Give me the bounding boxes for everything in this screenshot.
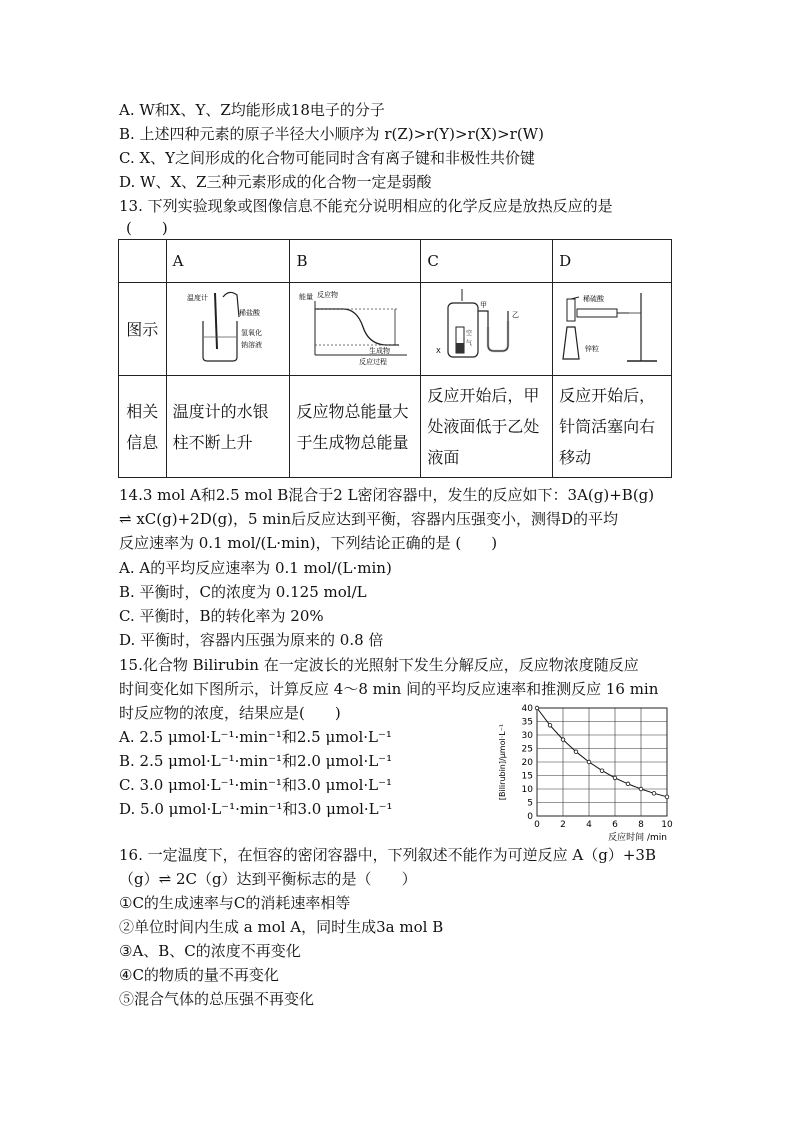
q14-option-a: A. A的平均反应速率为 0.1 mol/(L·min) xyxy=(119,559,392,577)
chart-y-tick-label: 15 xyxy=(521,771,533,782)
thermometer-icon xyxy=(215,293,217,349)
chart-y-tick-label: 25 xyxy=(521,744,533,755)
chart-data-point xyxy=(626,782,630,786)
q13-info-label xyxy=(119,376,167,478)
bilirubin-chart xyxy=(493,700,683,842)
q15-option-c: C. 3.0 μmol·L⁻¹·min⁻¹和3.0 μmol·L⁻¹ xyxy=(119,776,393,794)
q14-stem-1: 14.3 mol A和2.5 mol B混合于2 L密闭容器中，发生的反应如下：3A(g)+B(g) xyxy=(119,486,655,504)
q15-stem-1: 15.化合物 Bilirubin 在一定波长的光照射下发生分解反应，反应物浓度随反应 xyxy=(119,656,639,674)
diag-c-air1: 空 xyxy=(465,330,472,337)
chart-data-point xyxy=(652,792,656,796)
chart-y-axis-label: [Bilirubin]/μmol·L⁻¹ xyxy=(498,723,507,801)
chart-data-point xyxy=(548,723,552,727)
q15-option-a: A. 2.5 μmol·L⁻¹·min⁻¹和2.5 μmol·L⁻¹ xyxy=(119,728,392,746)
q15-stem-3: 时反应物的浓度，结果应是( ) xyxy=(119,704,341,722)
q13-diagram-a-cell xyxy=(166,283,290,376)
q16-item-3: ③A、B、C的浓度不再变化 xyxy=(119,942,301,960)
q15-option-b: B. 2.5 μmol·L⁻¹·min⁻¹和2.0 μmol·L⁻¹ xyxy=(119,752,393,770)
beaker-icon xyxy=(203,321,237,361)
q12-option-c: C. X、Y之间形成的化合物可能同时含有离子键和非极性共价键 xyxy=(119,149,536,167)
chart-data-point xyxy=(535,706,539,710)
q12-option-a: A. W和X、Y、Z均能形成18电子的分子 xyxy=(119,101,385,119)
q14-stem-3: 反应速率为 0.1 mol/(L·min)，下列结论正确的是 ( ) xyxy=(119,534,498,552)
funnel-icon xyxy=(567,299,575,321)
conical-flask-icon xyxy=(563,327,579,359)
chart-y-tick-label: 20 xyxy=(521,758,533,768)
chart-y-tick-label: 30 xyxy=(521,731,533,741)
syringe-icon xyxy=(577,309,617,317)
q13-info-d-1: 反应开始后， xyxy=(559,386,656,405)
q13-diagram-d-cell xyxy=(553,283,672,376)
q13-info-b-1: 反应物总能量大 xyxy=(296,401,409,421)
q16-item-2: ②单位时间内生成 a mol A，同时生成3a mol B xyxy=(119,918,444,936)
q13-header-empty xyxy=(119,240,167,283)
q13-table xyxy=(118,239,672,478)
diag-c-yi: 乙 xyxy=(511,311,519,319)
diag-a-label-naoh2: 钠溶液 xyxy=(241,341,263,349)
syringe-flask-diagram xyxy=(557,287,667,367)
diag-b-reactant: 反应物 xyxy=(317,291,339,299)
q13-info-d xyxy=(553,376,672,478)
q13-header-a: A xyxy=(166,240,290,283)
chart-y-tick-label: 10 xyxy=(521,785,533,795)
q12-option-b: B. 上述四种元素的原子半径大小顺序为 r(Z)>r(Y)>r(X)>r(W) xyxy=(119,125,544,143)
chart-x-tick-label: 6 xyxy=(612,820,618,830)
q14-stem-2: ⇌ xC(g)+2D(g)，5 min后反应达到平衡，容器内压强变小，测得D的平均 xyxy=(119,510,619,528)
chart-data-point xyxy=(665,795,669,799)
q16-item-1: ①C的生成速率与C的消耗速率相等 xyxy=(119,894,351,912)
q14-option-c: C. 平衡时，B的转化率为 20% xyxy=(119,607,324,625)
q13-answer-paren: ( ) xyxy=(126,219,168,237)
q16-stem-1: 16. 一定温度下，在恒容的密闭容器中，下列叙述不能作为可逆反应 A（g）+3B xyxy=(119,846,656,864)
q13-figure-label: 图示 xyxy=(119,283,167,376)
q13-info-row xyxy=(119,376,672,478)
q13-info-d-3: 移动 xyxy=(559,448,592,467)
chart-data-point xyxy=(574,750,578,754)
q13-diagram-b-cell xyxy=(290,283,421,376)
q15-stem-2: 时间变化如下图所示，计算反应 4～8 min 间的平均反应速率和推测反应 16 min xyxy=(119,680,659,698)
diag-d-zinc: 锌粒 xyxy=(585,345,600,353)
q13-info-a xyxy=(166,376,290,478)
u-tube-icon xyxy=(478,311,508,351)
diag-c-x: X xyxy=(435,347,441,355)
thermometer-beaker-diagram xyxy=(173,287,283,367)
q13-info-c-1: 反应开始后，甲 xyxy=(427,386,540,405)
diag-b-product: 生成物 xyxy=(369,347,391,355)
u-tube-diagram xyxy=(432,287,542,367)
q13-header-d: D xyxy=(553,240,672,283)
q13-info-label-2: 信息 xyxy=(126,432,159,452)
q13-header-row xyxy=(119,240,672,283)
q13-info-c-3: 液面 xyxy=(427,448,460,467)
q16-item-5: ⑤混合气体的总压强不再变化 xyxy=(119,990,315,1008)
q16-stem-2: （g）⇌ 2C（g）达到平衡标志的是（ ） xyxy=(119,870,417,888)
q13-info-label-1: 相关 xyxy=(126,401,159,421)
diag-c-jia: 甲 xyxy=(479,301,487,309)
q13-info-a-1: 温度计的水银 xyxy=(172,401,269,421)
q13-figure-row xyxy=(119,283,672,376)
diag-b-curve xyxy=(315,309,399,345)
diag-a-label-thermometer: 温度计 xyxy=(187,294,209,302)
chart-x-axis-label: 反应时间 /min xyxy=(608,833,667,842)
chart-y-tick-label: 5 xyxy=(527,798,533,809)
chart-x-tick-label: 8 xyxy=(638,820,644,830)
chart-x-tick-label: 4 xyxy=(586,820,592,830)
q14-option-b: B. 平衡时，C的浓度为 0.125 mol/L xyxy=(119,583,367,601)
diag-a-label-acid: 稀盐酸 xyxy=(239,309,261,317)
chart-data-point xyxy=(561,738,565,742)
chart-y-tick-label: 35 xyxy=(521,717,533,728)
chart-y-tick-label: 40 xyxy=(521,704,533,714)
q13-info-b-2: 于生成物总能量 xyxy=(296,432,409,452)
q13-info-a-2: 柱不断上升 xyxy=(172,432,253,452)
q13-header-c: C xyxy=(421,240,553,283)
q16-item-4: ④C的物质的量不再变化 xyxy=(119,966,279,984)
q13-info-c xyxy=(421,376,553,478)
chart-x-tick-label: 10 xyxy=(661,820,673,830)
chart-data-point xyxy=(600,769,604,773)
diag-c-air2: 气 xyxy=(465,340,472,347)
diag-b-ylabel: 能量 xyxy=(299,293,314,301)
dropper-icon xyxy=(223,292,239,317)
chart-data-point xyxy=(613,776,617,780)
q13-info-b xyxy=(290,376,421,478)
chart-y-tick-label: 0 xyxy=(527,812,533,822)
q13-diagram-c-cell xyxy=(421,283,553,376)
q14-option-d: D. 平衡时，容器内压强为原来的 0.8 倍 xyxy=(119,631,384,649)
chart-data-point xyxy=(587,760,591,764)
diag-d-acid: 稀硫酸 xyxy=(583,295,605,303)
q15-option-d: D. 5.0 μmol·L⁻¹·min⁻¹和3.0 μmol·L⁻¹ xyxy=(119,800,393,818)
chart-data-point xyxy=(639,787,643,791)
diag-a-label-naoh1: 氢氧化 xyxy=(241,329,263,337)
diag-b-xlabel: 反应过程 xyxy=(359,358,388,366)
chart-x-tick-label: 0 xyxy=(534,820,540,830)
q13-info-d-2: 针筒活塞向右 xyxy=(559,417,656,436)
q12-option-d: D. W、X、Z三种元素形成的化合物一定是弱酸 xyxy=(119,173,432,191)
chart-x-tick-label: 2 xyxy=(560,820,566,830)
q13-stem: 13. 下列实验现象或图像信息不能充分说明相应的化学反应是放热反应的是 xyxy=(119,197,613,215)
q13-header-b: B xyxy=(290,240,421,283)
q13-info-c-2: 处液面低于乙处 xyxy=(427,417,540,436)
energy-diagram xyxy=(295,287,415,367)
